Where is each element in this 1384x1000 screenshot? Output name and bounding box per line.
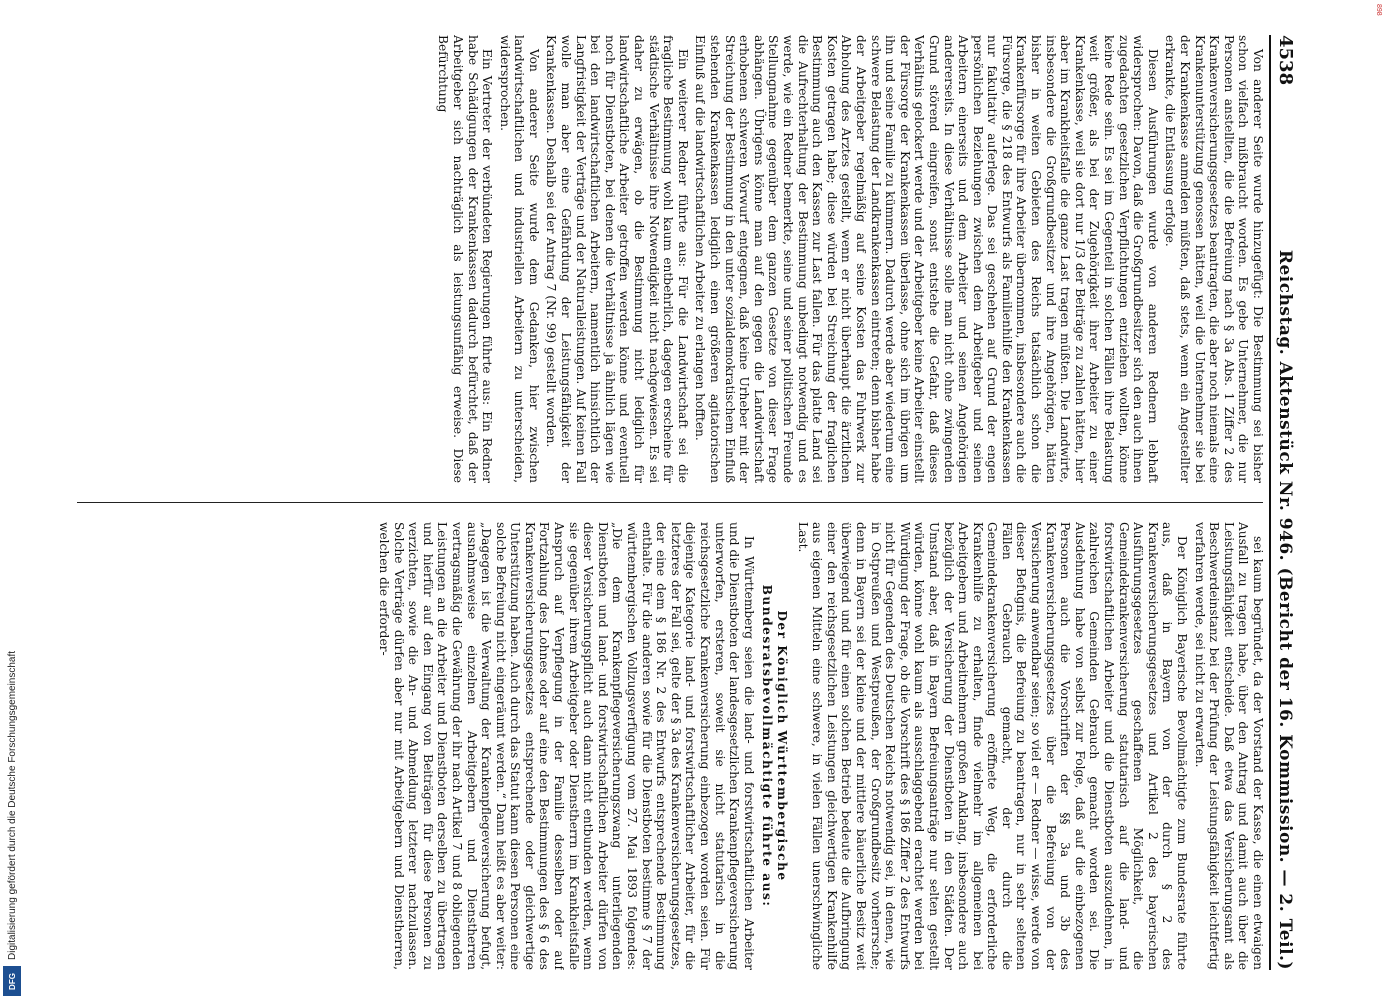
corner-page-id-text: 898 xyxy=(1375,4,1382,16)
page-number: 4538 xyxy=(1275,35,1296,86)
digitization-credit: Digitalisierung gefördert durch die Deutsche Forschungsgemeinschaft xyxy=(7,650,18,960)
paragraph: In Württemberg seien die land- und forstwirtschaftlichen Arbeiter und die Dienstboten der landesgesetzlichen Krankenpflegeversicherung unterworfen, ersteren, soweit sie nicht statutarisch in die reichsgesetzliche Krankenversicherung einbezogen worden seien. Für diejenige Kategorie land- und forstwirtschaftlicher Arbeiter, für die letzteres der Fall sei, gelte der § 3a des Krankenversicherungsgesetzes, der eine dem § 186 Nr. 2 des Entwurfs entsprechende Bestimmung enthalte. Für die anderen sowie für die Dienstboten bestimme § 7 der württembergischen Vollzugsverfügung vom 27. Mai 1893 folgendes: „Die dem Krankenpflegeversicherungszwang unterliegenden Dienstboten und land- und forstwirtschaftlichen Arbeiter dürfen von dieser Versicherungspflicht auch dann nicht entbunden werden, wenn sie gegenüber ihrem Arbeitgeber oder Dienstherrn im Krankheitsfalle Anspruch auf Verpflegung in der Familie desselben oder auf Fortzahlung des Lohnes oder auf eine den Bestimmungen des § 6 des Krankenversicherungsgesetzes entsprechende oder gleichwertige Unterstützung haben. Auch durch das Statut kann diesen Personen eine solche Befreiung nicht eingeräumt werden.“ Dann heißt es aber weiter: „Dagegen ist die Verwaltung der Krankenpflegeversicherung befugt, ausnahmsweise einzelnen Arbeitgebern und Dienstherren vertragsmäßig die Gewährung der ihr nach Artikel 7 und 8 obliegenden Leistungen an die Arbeiter und Dienstboten derselben zu übertragen und hierfür auf den Eingang von Beiträgen für diese Personen zu verzichten, sowie die An- und Abmeldung letzterer nachzulassen. Solche Verträge dürfen aber nur mit Arbeitgebern und Dienstherren, welchen die erforder- xyxy=(376,522,756,970)
paragraph: Der Königlich Bayerische Bevollmächtigte zum Bundesrate führte aus, daß in Bayern von der durch § 2 des Krankenversicherungsgesetzes und Artikel 2 des bayerischen Ausführungsgesetzes geschaffenen Möglichkeit, die Gemeindekrankenversicherung statutarisch auf die land- und forstwirtschaftlichen Arbeiter und die Dienstboten auszudehnen, in zahlreichen Gemeinden Gebrauch gemacht worden sei. Die Ausdehnung habe von selbst zur Folge, daß auf die einbezogenen Personen auch die Vorschriften der §§ 3a und 3b des Krankenversicherungsgesetzes über die Befreiung von der Versicherung anwendbar seien; so viel er — Redner — wisse, werde von dieser Befugnis, die Befreiung zu beantragen, nur in sehr seltenen Fällen Gebrauch gemacht, der durch die Gemeindekrankenversicherung eröffnete Weg, die erforderliche Krankenhilfe zu erhalten, finde vielmehr im allgemeinen bei Arbeitgebern und Arbeitnehmern großen Anklang, insbesondere auch bezüglich der Versicherung der Dienstboten in den Städten. Der Umstand aber, daß in Bayern Befreiungsanträge nur selten gestellt würden, könne wohl kaum als ausschlaggebend erachtet werden bei Würdigung der Frage, ob die Vorschrift des § 186 Ziffer 2 des Entwurfs nicht für Gegenden des Deutschen Reichs notwendig sei, in denen, wie in Ostpreußen und Westpreußen, der Großgrundbesitz vorherrsche; denn in Bayern sei der kleine und der mittlere bäuerliche Besitz weit überwiegend und für einen solchen Betrieb bedeute die Aufbringung einer den reichsgesetzlichen Leistungen gleichwertigen Krankenhilfe aus eigenen Mitteln eine schwere, in vielen Fällen unerschwingliche Last. xyxy=(795,522,1190,970)
left-column xyxy=(77,35,1265,483)
text-columns xyxy=(77,35,1265,970)
running-title: Reichstag. Aktenstück Nr. 946. (Bericht der 16. Kommission. — 2. Teil.) xyxy=(1275,249,1295,970)
paragraph: Ein Vertreter der verbündeten Regierungen führte aus: Ein Redner habe Schädigungen der Krankenkassen dadurch befürchtet, daß der Arbeitgeber sich nachträglich als leistungsunfähig erweise. Diese Befürchtung xyxy=(436,35,495,483)
document-page xyxy=(77,35,1309,970)
section-heading: Der Königlich Württembergische Bundesratsbevollmächtigte führte aus: xyxy=(760,584,789,908)
paragraph: Von anderer Seite wurde hinzugefügt: Die Bestimmung sei bisher schon vielfach mißbraucht worden. Es gebe Unternehmer, die nur Personen anstellten, die die Befreiung nach § 3a Abs. 1 Ziffer 2 des Krankenversicherungsgesetzes beantragten, die aber noch niemals eine Krankenunterstützung genossen hätten, weil die Unternehmer sie bei der Krankenkasse anmelden müßten, daß stets, wenn ein Angestellter erkrankte, die Entlassung erfolge. xyxy=(1163,35,1265,483)
paragraph: Von anderer Seite wurde dem Gedanken, hier zwischen landwirtschaftlichen und industriellen Arbeitern zu unterscheiden, widersprochen. xyxy=(497,35,541,483)
dfg-logo xyxy=(3,966,21,996)
paragraph: Diesen Ausführungen wurde von anderen Rednern lebhaft widersprochen: Davon, daß die Großgrundbesitzer sich den auch ihnen zugedachten gesetzlichen Verpflichtungen entziehen wollten, könne keine Rede sein. Es sei im Gegenteil in solchen Fällen ihre Belastung weit größer, als bei der Zugehörigkeit ihrer Arbeiter zu einer Krankenkasse, weil sie dort nur 1/3 der Beiträge zu zahlen hätten, hier aber im Krankheitsfalle die ganze Last tragen müßten. Die Landwirte, insbesondere die Großgrundbesitzer und ihre Angehörigen, hätten bisher in weiten Gebieten des Reichs tatsächlich schon die Krankenfürsorge für ihre Arbeiter übernommen, insbesondere auch die Fürsorge, die § 218 des Entwurfs als Familienhilfe den Krankenkassen nur fakultativ auferlege. Das sei geschehen auf Grund der engen persönlichen Beziehungen zwischen dem Arbeitgeber und seinen Arbeitern einerseits und dem Arbeiter und seinen Angehörigen andererseits. In diese Verhältnisse solle man nicht ohne zwingenden Grund störend eingreifen, sonst entstehe die Gefahr, daß dieses Verhältnis gelockert werde und der Arbeitgeber keine Arbeiter einstellt der Fürsorge der Krankenkassen überlasse, ohne sich im übrigen um ihn und seine Familie zu kümmern. Dadurch werde aber wiederum eine schwere Belastung der Landkrankenkassen eintreten; denn bisher habe der Arbeitgeber regelmäßig auf seine Kosten das Fuhrwerk zur Abholung des Arztes gestellt, wenn er nicht überhaupt die ärztlichen Kosten getragen habe; diese würden bei Streichung der fraglichen Bestimmung auch den Kassen zur Last fallen. Für das platte Land sei die Aufrechterhaltung der Bestimmung unbedingt notwendig und es werde, wie ein Redner bemerkte, seine und seiner politischen Freunde Stellungnahme gegenüber dem ganzen Gesetze von dieser Frage abhängen. Übrigens könne man auf den gegen die Landwirtschaft erhobenen schweren Vorwurf entgegnen, daß keine Urheber mit der Streichung der Bestimmung in den unter sozialdemokratischem Einfluß stehenden Krankenkassen lediglich einen größeren agitatorischen Einfluß auf die landwirtschaftlichen Arbeiter zu erlangen hofften. xyxy=(693,35,1160,483)
paragraph: Ein weiterer Redner führte aus: Für die Landwirtschaft sei die fragliche Bestimmung wohl kaum entbehrlich, dagegen erscheine für städtische Verhältnisse ihre Notwendigkeit nicht nachgewiesen. Es sei daher zu erwägen, ob die Bestimmung nicht lediglich für landwirtschaftliche Arbeiter getroffen werden könne und eventuell noch für Dienstboten, bei denen die Verhältnisse ja ähnlich lägen wie bei den landwirtschaftlichen Arbeitern, namentlich hinsichtlich der Langfristigkeit der Verträge und der Naturalleistungen. Auf keinen Fall wolle man aber eine Gefährdung der Leistungsfähigkeit der Krankenkassen. Deshalb sei der Antrag 7 (Nr. 99) gestellt worden. xyxy=(544,35,690,483)
paragraph: sei kaum begründet, da der Vorstand der Kasse, die einen etwaigen Ausfall zu tragen habe, über den Antrag und damit auch über die Leistungsfähigkeit entscheide. Daß etwa das Versicherungsamt als Beschwerdeinstanz bei der Prüfung der Leistungsfähigkeit leichtfertig verfahren werde, sei nicht zu erwarten. xyxy=(1192,522,1265,970)
digitization-sidebar xyxy=(6,0,20,1000)
page-header xyxy=(1269,35,1309,970)
dfg-logo-text: DFG xyxy=(7,972,17,990)
right-column xyxy=(77,522,1265,970)
column-divider xyxy=(77,502,1263,503)
corner-page-id xyxy=(1372,4,1382,28)
